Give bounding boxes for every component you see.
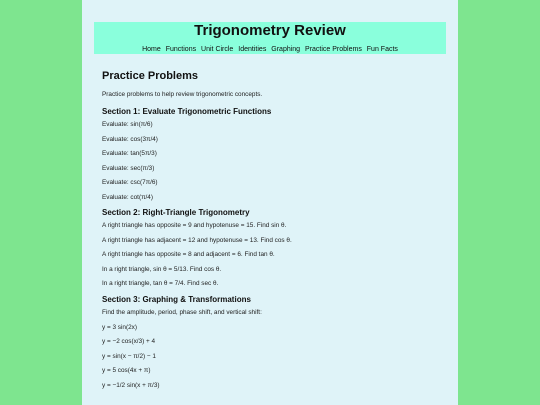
problem-item: In a right triangle, tan θ = 7/4. Find sec θ.: [102, 280, 219, 287]
problem-item: Evaluate: sec(π/3): [102, 164, 155, 172]
section-title: Section 3: Graphing & Transformations: [102, 295, 251, 304]
problem-item: Evaluate: cos(3π/4): [102, 135, 158, 143]
page-intro: Practice problems to help review trigonometric concepts.: [102, 91, 263, 98]
nav-link-identities[interactable]: Identities: [238, 46, 267, 53]
section-title: Section 2: Right-Triangle Trigonometry: [102, 208, 250, 217]
problem-item: Evaluate: cot(π/4): [102, 193, 153, 201]
problem-item: A right triangle has opposite = 8 and adjacent = 6. Find tan θ.: [102, 251, 275, 258]
problem-item: y = −1/2 sin(x + π/3): [102, 381, 160, 389]
problem-item: Evaluate: sin(π/6): [102, 121, 153, 128]
problem-item: y = sin(x − π/2) − 1: [102, 352, 156, 360]
problem-item: A right triangle has opposite = 9 and hypotenuse = 15. Find sin θ.: [102, 222, 287, 229]
problem-item: Evaluate: tan(5π/3): [102, 150, 157, 157]
page-heading: Practice Problems: [102, 70, 198, 82]
site-title: Trigonometry Review: [194, 22, 346, 39]
problem-item: In a right triangle, sin θ = 5/13. Find cos θ.: [102, 265, 222, 273]
problem-list: [102, 324, 442, 390]
section-intro: Find the amplitude, period, phase shift, and vertical shift:: [102, 309, 262, 316]
page-container: [82, 0, 458, 405]
nav-link-unit-circle[interactable]: Unit Circle: [201, 46, 234, 53]
problem-item: Evaluate: csc(7π/6): [102, 179, 158, 186]
nav-link-home[interactable]: Home: [142, 46, 161, 53]
problem-item: y = −2 cos(x/3) + 4: [102, 338, 156, 345]
problem-list: [102, 222, 442, 288]
site-header: [94, 22, 446, 54]
main-nav: [94, 45, 446, 54]
nav-link-functions[interactable]: Functions: [165, 46, 197, 53]
nav-link-fun-facts[interactable]: Fun Facts: [366, 46, 398, 53]
section-right-triangle: [102, 208, 442, 288]
problem-list: [102, 121, 442, 202]
section-evaluate: [102, 107, 442, 202]
problem-item: y = 3 sin(2x): [102, 323, 137, 331]
main-content: [102, 69, 442, 396]
nav-link-practice-problems[interactable]: Practice Problems: [305, 46, 362, 53]
section-title: Section 1: Evaluate Trigonometric Functions: [102, 107, 272, 116]
problem-item: A right triangle has adjacent = 12 and hypotenuse = 13. Find cos θ.: [102, 236, 292, 244]
nav-link-graphing[interactable]: Graphing: [271, 46, 301, 53]
problem-item: y = 5 cos(4x + π): [102, 367, 151, 374]
section-graphing: [102, 295, 442, 390]
